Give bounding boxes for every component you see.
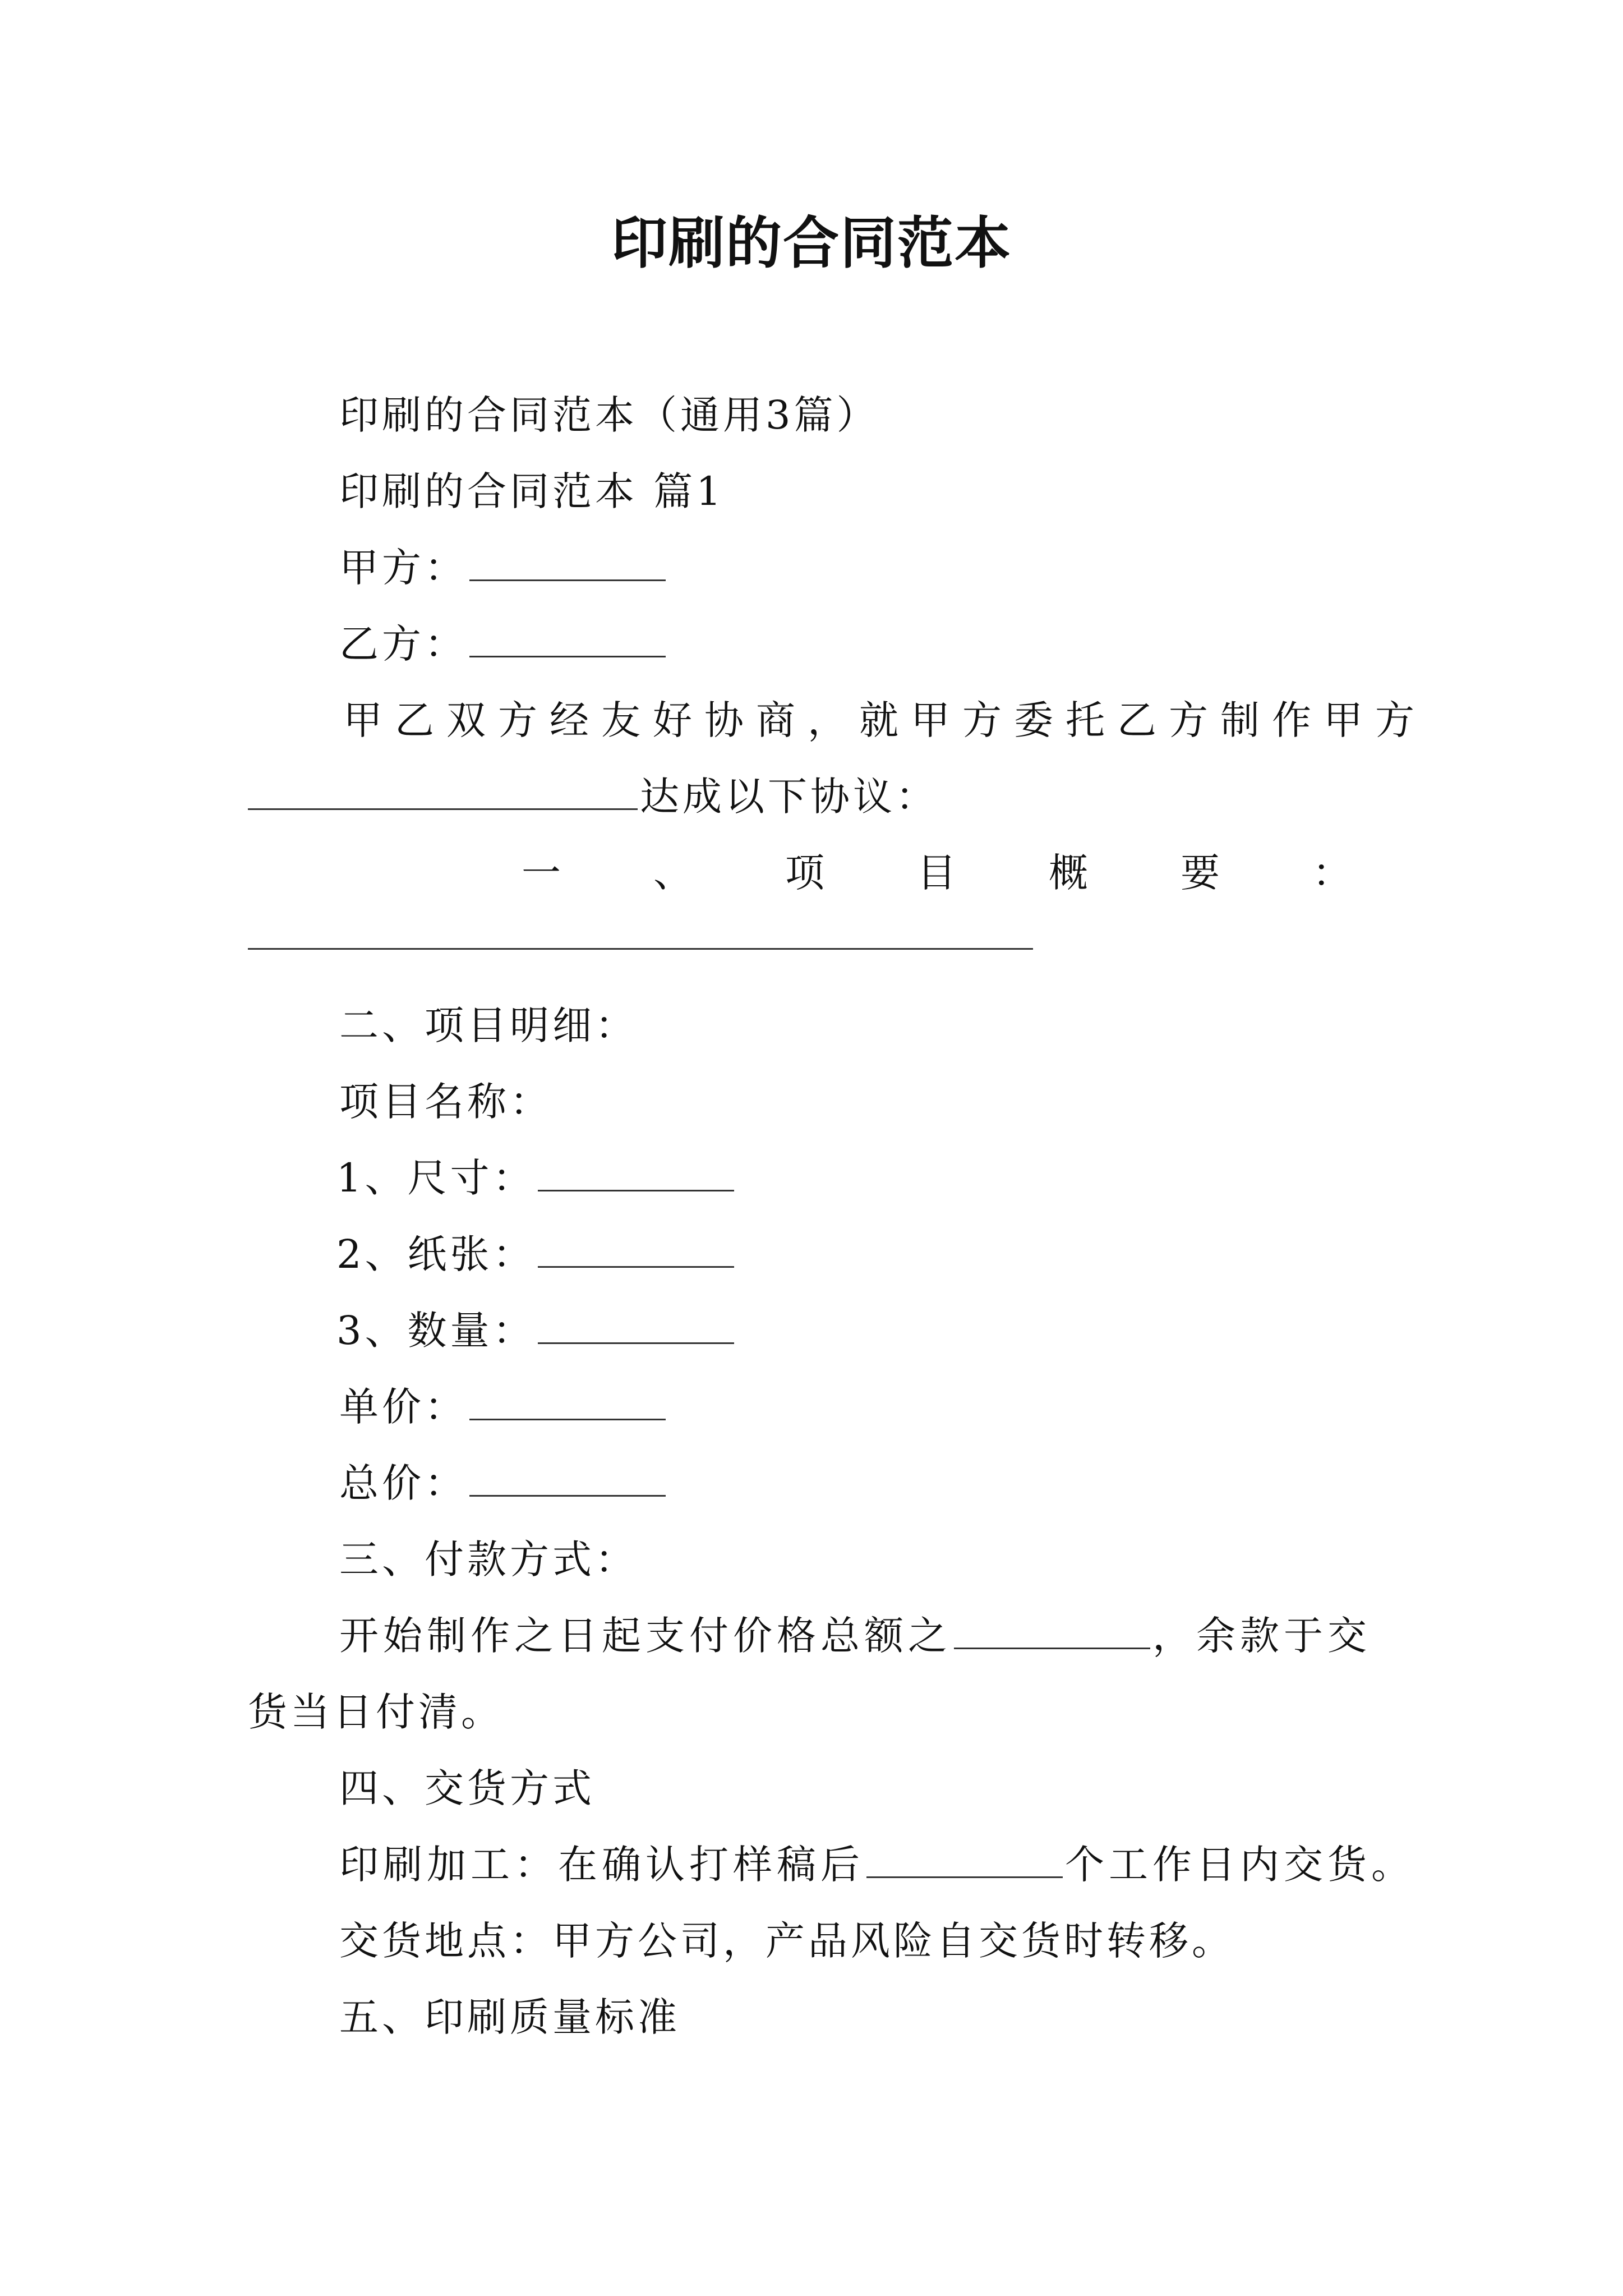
- project-name-label: 项目名称：: [339, 1079, 552, 1125]
- intro-line-2-tail: 达成以下协议：: [640, 774, 938, 820]
- party-b-blank: [469, 622, 666, 657]
- item-paper-label: 2、纸张：: [336, 1231, 536, 1277]
- total-price-label: 总价：: [339, 1460, 467, 1506]
- section2-heading: 二、项目明细：: [339, 1002, 638, 1048]
- section1-char: 一: [522, 850, 561, 896]
- section1-char: 要: [1181, 850, 1220, 896]
- payment-line-1: [339, 1608, 1371, 1664]
- payment-line-2: 货当日付清。: [248, 1689, 504, 1735]
- section1-char: 目: [917, 850, 956, 896]
- section1-char: 项: [785, 850, 824, 896]
- item-quantity-blank: [538, 1309, 734, 1344]
- section1-char: ：: [1312, 850, 1352, 896]
- item-quantity-row: [336, 1303, 736, 1359]
- item-paper-row: [336, 1226, 736, 1282]
- party-b-row: [339, 616, 668, 672]
- unit-price-blank: [469, 1385, 666, 1420]
- item-paper-blank: [538, 1232, 734, 1268]
- party-a-label: 甲方：: [339, 545, 467, 591]
- delivery-place: 交货地点：甲方公司，产品风险自交货时转移。: [339, 1918, 1234, 1964]
- total-price-row: [339, 1455, 668, 1511]
- part-heading: 印刷的合同范本 篇1: [339, 468, 725, 514]
- unit-price-label: 单价：: [339, 1384, 467, 1430]
- total-price-blank: [469, 1461, 666, 1497]
- delivery-blank: [866, 1843, 1063, 1878]
- section5-heading: 五、印刷质量标准: [339, 1994, 680, 2040]
- section1-heading: [522, 845, 1352, 901]
- party-a-blank: [469, 546, 666, 581]
- section1-char: 、: [653, 850, 693, 896]
- intro-blank: [248, 775, 638, 810]
- payment-line-1-tail: ，余款于交: [1152, 1613, 1371, 1659]
- section1-char: 概: [1049, 850, 1088, 896]
- delivery-head: 印刷加工：在确认打样稿后: [339, 1842, 864, 1888]
- party-b-label: 乙方：: [339, 621, 467, 667]
- intro-line-1: 甲乙双方经友好协商，就甲方委托乙方制作甲方: [343, 697, 1427, 743]
- delivery-tail: 个工作日内交货。: [1065, 1842, 1415, 1888]
- payment-blank: [954, 1614, 1150, 1649]
- section4-heading: 四、交货方式: [339, 1765, 595, 1811]
- section3-heading: 三、付款方式：: [339, 1536, 638, 1582]
- payment-line-1-head: 开始制作之日起支付价格总额之: [339, 1613, 952, 1659]
- item-quantity-label: 3、数量：: [336, 1308, 536, 1354]
- item-size-blank: [538, 1156, 734, 1191]
- party-a-row: [339, 540, 668, 596]
- intro-line-2: [248, 769, 938, 825]
- document-title: 印刷的合同范本: [611, 210, 1012, 276]
- item-size-row: [336, 1150, 736, 1206]
- unit-price-row: [339, 1379, 668, 1435]
- subtitle: 印刷的合同范本（通用3篇）: [339, 392, 879, 438]
- section1-blank: [248, 948, 1033, 950]
- delivery-line: [339, 1837, 1415, 1893]
- item-size-label: 1、尺寸：: [336, 1155, 536, 1201]
